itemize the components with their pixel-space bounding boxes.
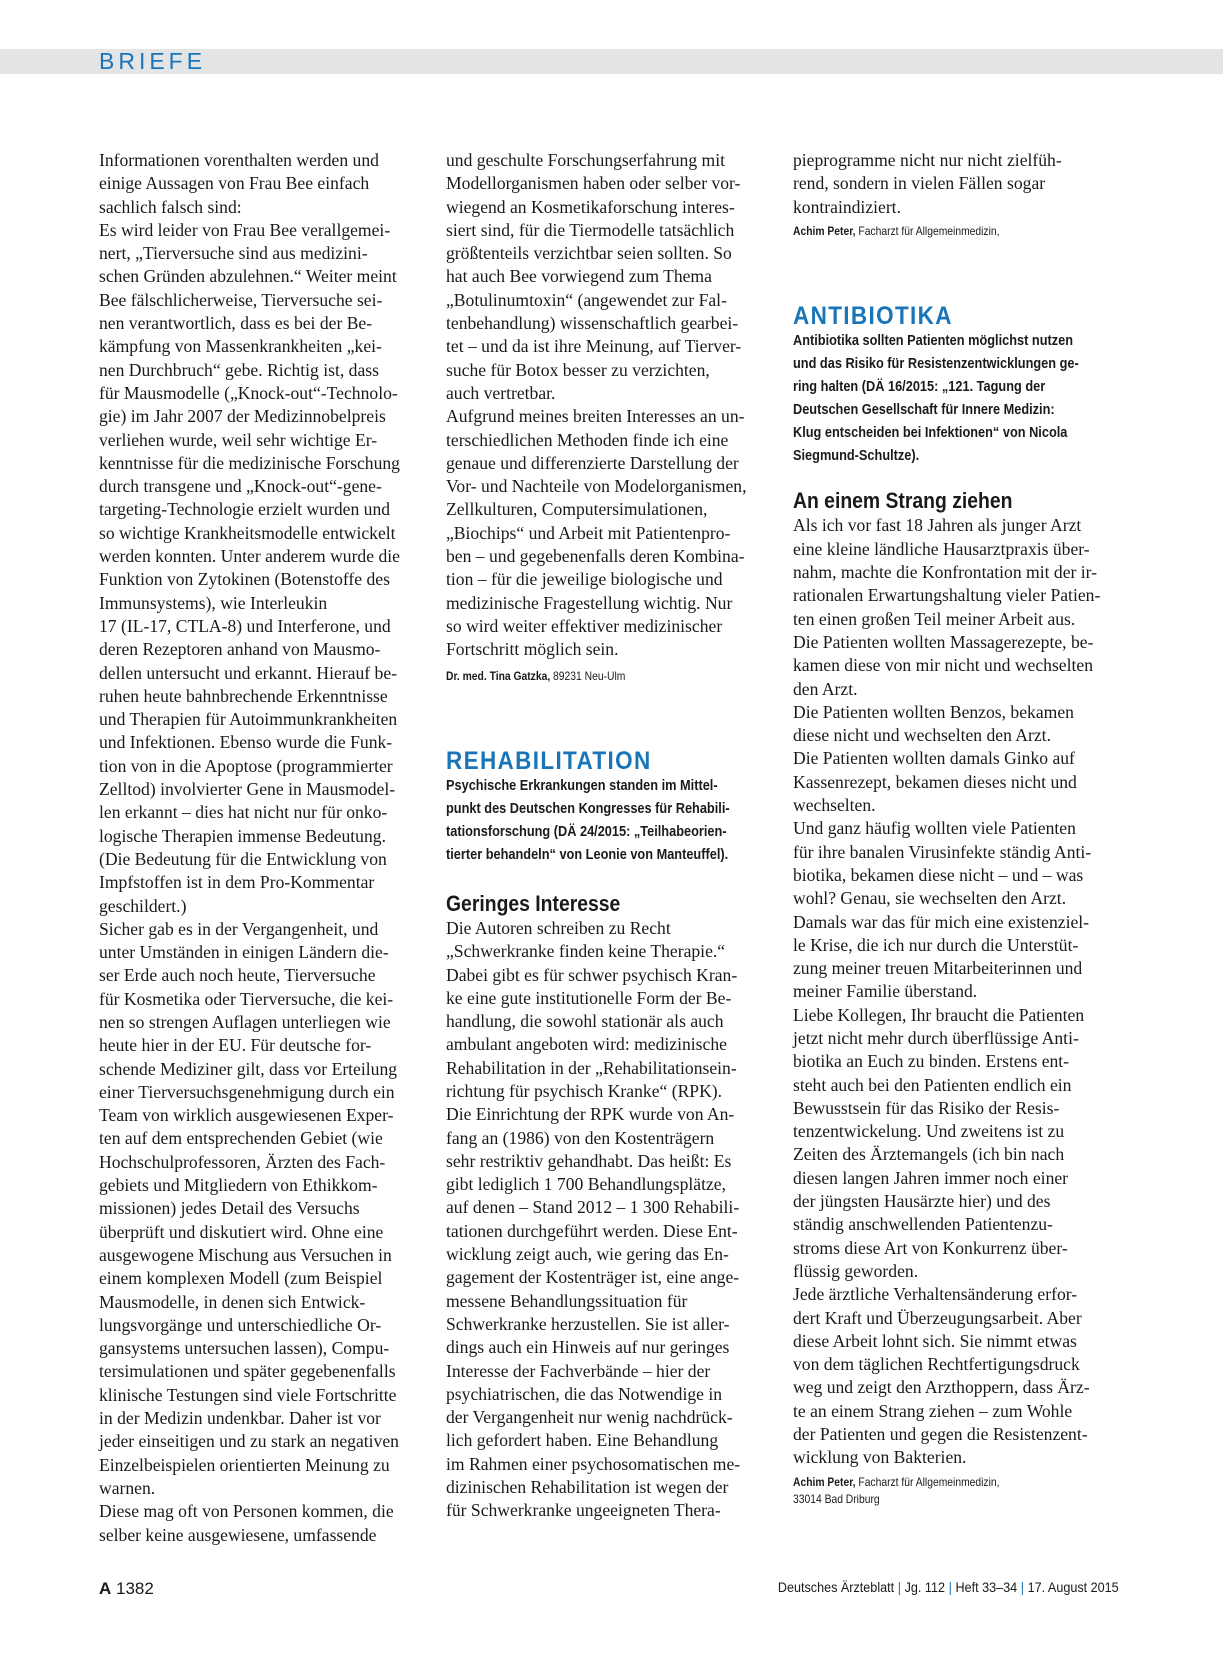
letter-text: pieprogramme nicht nur nicht zielfüh- rend, sondern in vielen Fällen sogar kontraindiziert.: [793, 150, 1062, 217]
section-header: BRIEFE: [99, 48, 207, 74]
column-1: [99, 149, 430, 1547]
letter-text: und geschulte Forschungserfahrung mit Modellorganismen haben oder selber vor- wiegend an Kosmetikaforschung interes- siert sind, für die Tiermodelle tatsächlich größtenteils verzichtbar seien sollten. So hat auch Bee vorwiegend zum Thema „Botulinumtoxin“ (angewendet zur Fal- tenbehandlung) wissenschaftlich gearbei- tet – und da ist ihre Meinung, auf Tierver- suche für Botox besser zu verzichten, auch vertretbar. Aufgrund meines breiten Interesses an un- terschiedlichen Methoden finde ich eine genaue und differenzierte Darstellung der Vor- und Nachteile von Modelorganismen, Zellkulturen, Computersimulationen, „Biochips“ und Arbeit mit Patientenpro- ben – und gegebenenfalls deren Kombina- tion – für die jeweilige biologische und medizinische Fragestellung wichtig. Nur so wird weiter effektiver medizinischer Fortschritt möglich sein.: [446, 150, 747, 660]
separator: |: [948, 1579, 953, 1595]
author-place: Facharzt für Allgemeinmedizin,: [855, 223, 1000, 238]
letter-text: Die Autoren schreiben zu Recht „Schwerkranke finden keine Therapie.“ Dabei gibt es für schwer psychisch Kran- ke eine gute institutionelle Form der Be- handlung, die sowohl stationär als auch ambulant angeboten wird: medizinische Rehabilitation in der „Rehabilitationsein- richtung für psychisch Kranke“ (RPK). Die Einrichtung der RPK wurde von An- fang an (1986) von den Kostenträgern sehr restriktiv gehandhabt. Das heißt: Es gibt lediglich 1 700 Behandlungsplätze, auf denen – Stand 2012 – 1 300 Rehabili- tationen durchgeführt werden. Diese Ent- wicklung zeigt auch, wie gering das En- gagement der Kostenträger ist, eine ange- messene Behandlungssituation für Schwerkranke herzustellen. Sie ist aller- dings auch ein Hinweis auf nur geringes Interesse der Fachverbände – hier der psychiatrischen, die das Notwendige in der Vergangenheit nur wenig nachdrück- lich gefordert haben. Eine Behandlung im Rahmen einer psychosomatischen me- dizinischen Rehabilitation ist wegen der für Schwerkranke ungeeigneten Thera-: [446, 917, 741, 1521]
section-title-antibiotika: ANTIBIOTIKA: [793, 301, 953, 330]
author-place: 33014 Bad Driburg: [793, 1491, 880, 1506]
journal-volume: Jg. 112: [904, 1579, 946, 1595]
letter-headline: An einem Strang ziehen: [793, 488, 1013, 514]
journal-issue: Heft 33–34: [955, 1579, 1018, 1595]
author-name: Achim Peter,: [793, 223, 856, 238]
letter-signature: [446, 668, 776, 685]
author-place: 89231 Neu-Ulm: [550, 668, 626, 683]
journal-name: Deutsches Ärzteblatt: [778, 1579, 895, 1595]
journal-info: [778, 1579, 1119, 1595]
column-3: [793, 149, 1124, 1508]
page-number: [99, 1579, 154, 1599]
letter-text: Als ich vor fast 18 Jahren als junger Arzt eine kleine ländliche Hausarztpraxis über- nahm, machte die Konfrontation mit der ir- rationalen Erwartungshaltung vieler Patien- ten einen großen Teil meiner Arbeit aus. Die Patienten wollten Massagerezepte, be- kamen diese von mir nicht und wechselten den Arzt. Die Patienten wollten Benzos, bekamen diese nicht und wechselten den Arzt. Die Patienten wollten damals Ginko auf Kassenrezept, bekamen dieses nicht und wechselten. Und ganz häufig wollten viele Patienten für ihre banalen Virusinfekte ständig Anti- biotika, bekamen diese nicht – und – was wohl? Genau, sie wechselten den Arzt. Damals war das für mich eine existenziel- le Krise, die ich nur durch die Unterstüt- zung meiner treuen Mitarbeiterinnen und meiner Familie überstand. Liebe Kollegen, Ihr braucht die Patienten jetzt nicht mehr durch überflüssige Anti- biotika an Euch zu binden. Erstens ent- steht auch bei den Patienten endlich ein Bewusstsein für das Risiko der Resis- tenzentwickelung. Und zweitens ist zu Zeiten des Ärztemangels (ich bin nach diesen langen Jahren immer noch einer der jüngsten Hausärzte hier) und des ständig anschwellenden Patientenzu- stroms diese Art von Konkurrenz über- flüssig geworden. Jede ärztliche Verhaltensänderung erfor- dert Kraft und Überzeugungsarbeit. Aber diese Arbeit lohnt sich. Sie nimmt etwas von dem täglichen Rechtfertigungsdruck weg und zeigt den Arzthoppern, dass Ärz- te an einem Strang ziehen – zum Wohle der Patienten und gegen die Resistenzent- wicklung von Bakterien.: [793, 515, 1101, 1468]
letter-signature: [793, 1474, 1123, 1508]
column-2: [446, 149, 777, 1523]
separator: |: [1021, 1579, 1025, 1595]
section-title-rehabilitation: REHABILITATION: [446, 746, 652, 775]
journal-date: 17. August 2015: [1027, 1579, 1119, 1595]
letter-text: Informationen vorenthalten werden und einige Aussagen von Frau Bee einfach sachlich falsch sind: Es wird leider von Frau Bee verallgemei- nert, „Tierversuche sind aus medizini- schen Gründen abzulehnen.“ Weiter meint Bee fälschlicherweise, Tierversuche sei- nen verantwortlich, dass es bei der Be- kämpfung von Massenkrankheiten „kei- nen Durchbruch“ gebe. Richtig ist, dass für Mausmodelle („Knock-out“-Technolo- gie) im Jahr 2007 der Medizinnobelpreis verliehen wurde, weil sehr wichtige Er- kenntnisse für die medizinische Forschung durch transgene und „Knock-out“-gene- targeting-Technologie erzielt wurden und so wichtige Krankheitsmodelle entwickelt werden konnten. Unter anderem wurde die Funktion von Zytokinen (Botenstoffe des Immunsystems), wie Interleukin 17 (IL-17, CTLA-8) und Interferone, und deren Rezeptoren anhand von Mausmo- dellen untersucht und erkannt. Hierauf be- ruhen heute bahnbrechende Erkenntnisse und Therapien für Autoimmunkrankheiten und Infektionen. Ebenso wurde die Funk- tion von in die Apoptose (programmierter Zelltod) involvierter Gene in Mausmodel- len erkannt – dies hat nicht nur für onko- logische Therapien immense Bedeutung. (Die Bedeutung für die Entwicklung von Impfstoffen ist in dem Pro-Kommentar geschildert.) Sicher gab es in der Vergangenheit, und unter Umständen in einigen Ländern die- ser Erde auch noch heute, Tierversuche für Kosmetika oder Tierversuche, die kei- nen so strengen Auflagen unterliegen wie heute hier in der EU. Für deutsche for- schende Mediziner gilt, dass vor Erteilung einer Tierversuchsgenehmigung durch ein Team von wirklich ausgewiesenen Exper- ten auf dem entsprechenden Gebiet (wie Hochschulprofessoren, Ärzten des Fach- gebiets und Mitgliedern von Ethikkom- missionen) jedes Detail des Versuchs überprüft und diskutiert wird. Ohne eine ausgewogene Mischung aus Versuchen in einem komplexen Modell (zum Beispiel Mausmodelle, in denen sich Entwick- lungsvorgänge und unterschiedliche Or- gansystems untersuchen lassen), Compu- tersimulationen und später gegebenenfalls klinische Testungen sind viele Fortschritte in der Medizin undenkbar. Daher ist vor jeder einseitigen und zu stark an negativen Einzelbeispielen orientierten Meinung zu warnen. Diese mag oft von Personen kommen, die selber keine ausgewiesene, umfassende: [99, 150, 400, 1545]
separator: |: [898, 1579, 902, 1595]
author-name: Achim Peter,: [793, 1474, 856, 1489]
letter-headline: Geringes Interesse: [446, 890, 621, 916]
section-intro: Psychische Erkrankungen standen im Mittel- punkt des Deutschen Kongresses für Rehabili- tationsforschung (DÄ 24/2015: „Teilhabeorien- tierter behandeln“ von Leonie von Manteuffel).: [446, 777, 730, 863]
page-number-value: 1382: [111, 1579, 154, 1598]
page-prefix: A: [99, 1579, 112, 1598]
section-intro: Antibiotika sollten Patienten möglichst nutzen und das Risiko für Resistenzentwicklungen ge- ring halten (DÄ 16/2015: „121. Tagung der Deutschen Gesellschaft für Innere Medizin: Klug entscheiden bei Infektionen“ von Nicola Siegmund-Schultze).: [793, 332, 1079, 465]
author-name: Dr. med. Tina Gatzka,: [446, 668, 551, 683]
author-place: Facharzt für Allgemeinmedizin,: [855, 1474, 1000, 1489]
letter-signature: [793, 223, 1123, 240]
